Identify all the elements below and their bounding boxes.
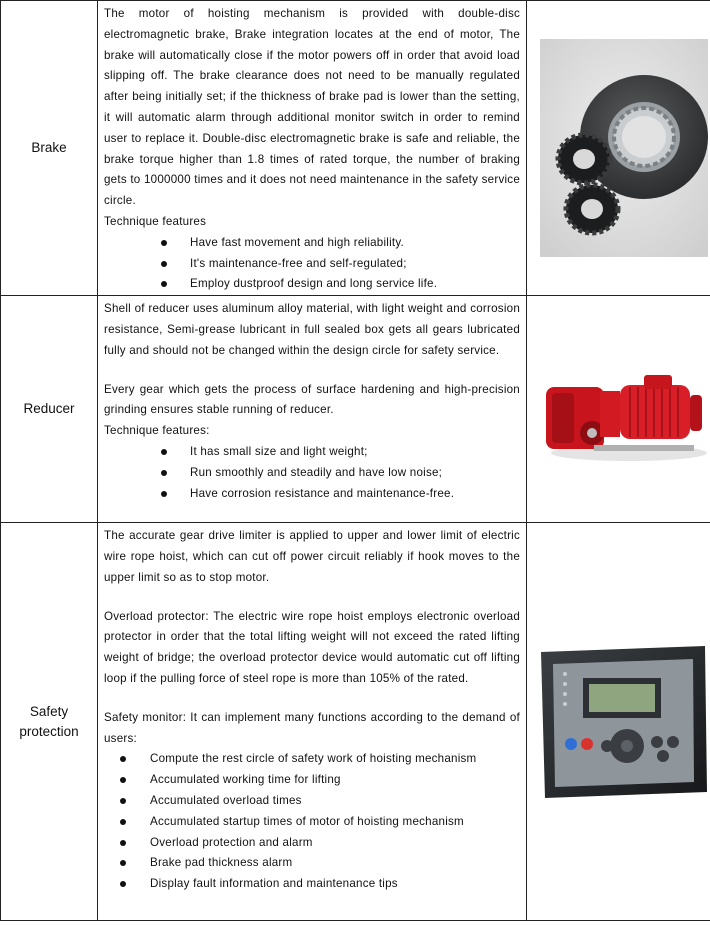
list-item: Have corrosion resistance and maintenance-free. (104, 484, 520, 505)
features-list (104, 749, 520, 895)
brake-disc-photo (540, 39, 708, 257)
features-heading: Technique features (104, 214, 207, 228)
row-image-brake (527, 1, 710, 296)
safety-monitor-photo (535, 642, 710, 802)
row-label-safety: Safety protection (1, 523, 98, 921)
description-paragraph: The accurate gear drive limiter is applied to upper and lower limit of electric wire rope hoist, which can cut off power circuit reliably if hook moves to the upper limit so as to stop motor. (104, 529, 520, 584)
row-label-brake: Brake (1, 1, 98, 296)
row-image-safety (527, 523, 710, 921)
list-item: Brake pad thickness alarm (104, 853, 520, 874)
row-description-reducer (98, 296, 527, 523)
table-row-reducer (1, 296, 710, 523)
table-row-safety (1, 523, 710, 921)
description-paragraph: Every gear which gets the process of surface hardening and high-precision grinding ensures stable running of reducer. (104, 382, 520, 417)
features-list (104, 442, 520, 504)
list-item: Display fault information and maintenance tips (104, 874, 520, 895)
features-heading: Technique features: (104, 424, 210, 438)
list-item: Accumulated startup times of motor of hoisting mechanism (104, 812, 520, 833)
row-description-brake (98, 1, 527, 296)
gear-reducer-photo (534, 349, 710, 469)
description-paragraph: The motor of hoisting mechanism is provided with double-disc electromagnetic brake, Brake integration locates at the end of motor, The brake will automatically close if the motor powers off in order that avoid load slipping off. The brake clearance does not need to be manually regulated after being initially set; if the thickness of brake pad is lower than the setting, it will automatic alarm through additional monitor switch in order to remind user to replace it. Double-disc electromagnetic brake is safe and reliable, the brake torque higher than 1.8 times of rated torque, the number of braking gets to 1000000 times and it does not need maintenance in the safety service circle. (104, 7, 520, 208)
row-image-reducer (527, 296, 710, 523)
list-item: It's maintenance-free and self-regulated; (104, 254, 520, 275)
list-item: Have fast movement and high reliability. (104, 233, 520, 254)
list-item: Overload protection and alarm (104, 833, 520, 854)
list-item: Employ dustproof design and long service life. (104, 274, 520, 295)
list-item: Accumulated working time for lifting (104, 770, 520, 791)
description-paragraph: Overload protector: The electric wire rope hoist employs electronic overload protector in order that the total lifting weight will not exceed the rated lifting weight of bridge; the overload protector device would automatic cut off lifting loop if the pulling force of steel rope is more than 105% of the rated. (104, 609, 520, 685)
list-item: Run smoothly and steadily and have low noise; (104, 463, 520, 484)
description-paragraph: Shell of reducer uses aluminum alloy material, with light weight and corrosion resistance, Semi-grease lubricant in full sealed box gets all gears lubricated fully and should not be changed within the design circle for safety service. (104, 302, 520, 357)
description-paragraph: Safety monitor: It can implement many functions according to the demand of users: (104, 710, 520, 745)
features-list (104, 233, 520, 295)
list-item: Compute the rest circle of safety work of hoisting mechanism (104, 749, 520, 770)
row-label-reducer: Reducer (1, 296, 98, 523)
list-item: Accumulated overload times (104, 791, 520, 812)
row-description-safety (98, 523, 527, 921)
table-row-brake (1, 1, 710, 296)
list-item: It has small size and light weight; (104, 442, 520, 463)
